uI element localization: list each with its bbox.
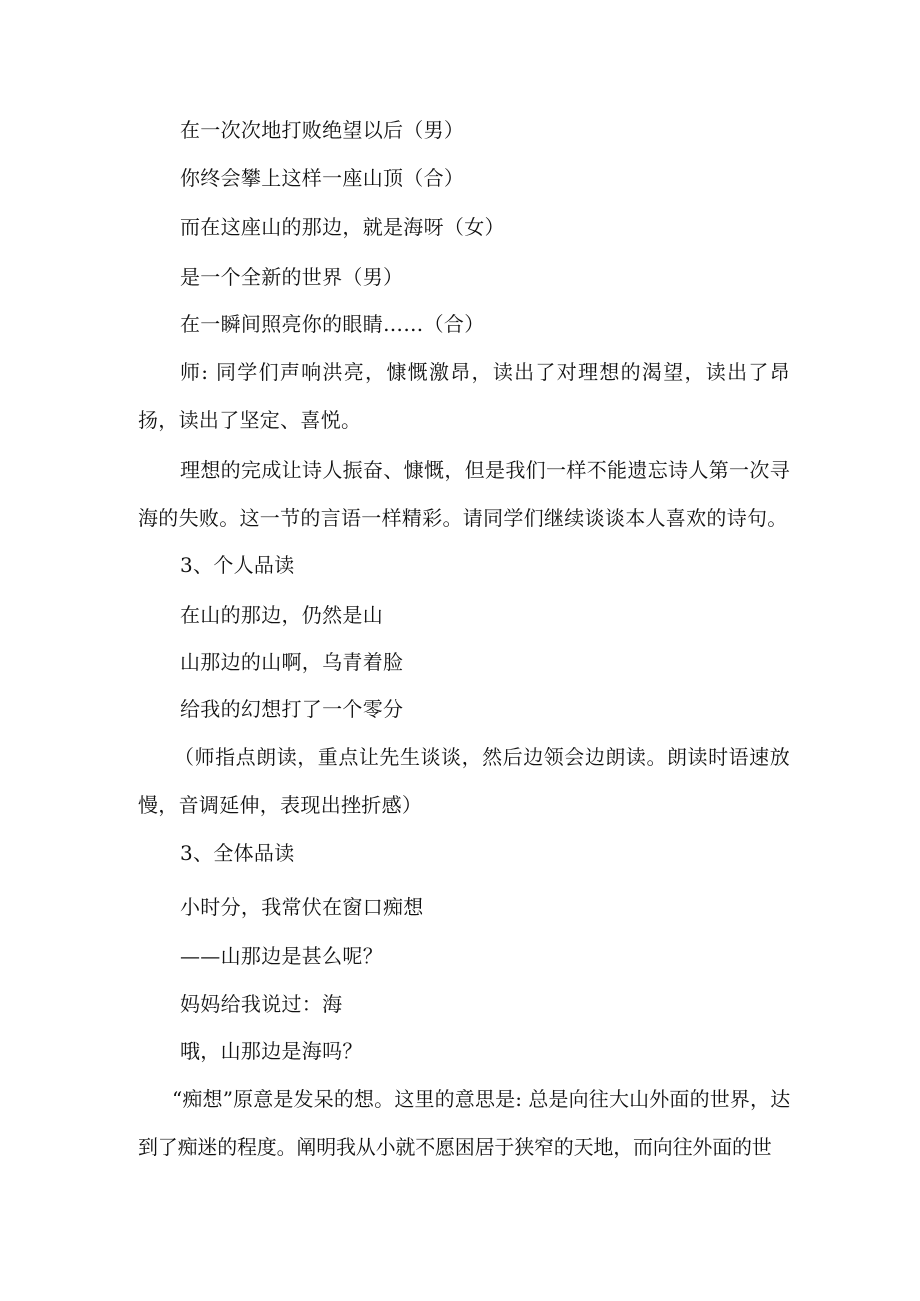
transition-paragraph: 理想的完成让诗人振奋、慷慨，但是我们一样不能遗忘诗人第一次寻海的失败。这一节的言语一样精彩。请同学们继续谈谈本人喜欢的诗句。 [138,458,790,530]
poem-line: 而在这座山的那边，就是海呀（女） [180,215,505,239]
guidance-note-paragraph: （师指点朗读，重点让先生谈谈，然后边领会边朗读。朗读时语速放慢，音调延伸，表现出挫折感） [138,745,790,817]
poem-line: 在山的那边，仍然是山 [180,603,383,627]
explanation-paragraph: “痴想”原意是发呆的想。这里的意思是: 总是向往大山外面的世界，达到了痴迷的程度。阐明我从小就不愿困居于狭窄的天地，而向往外面的世 [138,1087,790,1159]
poem-line: 哦，山那边是海吗？ [180,1039,363,1063]
poem-line: 是一个全新的世界（男） [180,265,404,289]
poem-line: 小时分，我常伏在窗口痴想 [180,895,424,919]
poem-line: 你终会攀上这样一座山顶（合） [180,166,465,190]
poem-line: 在一瞬间照亮你的眼睛……（合） [180,312,485,336]
section-heading-group: 3、全体品读 [180,841,295,865]
poem-line: 妈妈给我说过：海 [180,992,343,1016]
poem-line: ——山那边是甚么呢？ [180,944,383,968]
poem-line: 在一次次地打败绝望以后（男） [180,118,465,142]
teacher-comment-paragraph: 师: 同学们声响洪亮，慷慨激昂，读出了对理想的渴望，读出了昂扬，读出了坚定、喜悦。 [138,360,790,432]
poem-line: 山那边的山啊，乌青着脸 [180,650,404,674]
poem-line: 给我的幻想打了一个零分 [180,697,404,721]
section-heading-individual: 3、个人品读 [180,553,295,577]
